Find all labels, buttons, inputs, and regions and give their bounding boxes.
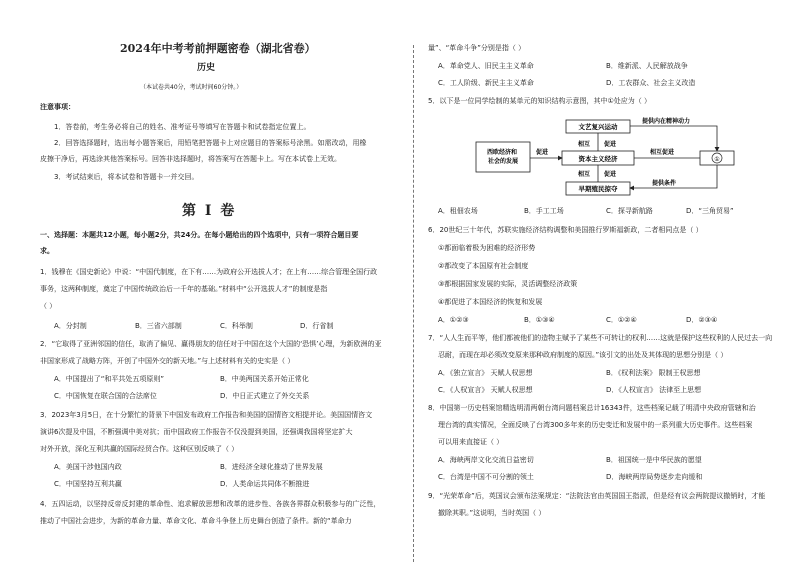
q2-stem: 非国家形成了战略方阵，开创了中国外交的新天地。”与上述材料有关的史实是（ ） — [40, 357, 295, 365]
q2-option-a[interactable]: A．中国提出了“和平共处五项原则” — [54, 375, 165, 383]
q6-item: ②都改变了本国原有社会制度 — [438, 262, 529, 270]
q3-option-d[interactable]: D．人类命运共同体不断推进 — [220, 480, 310, 488]
label-xiangzhi: 相互 — [578, 141, 591, 148]
q6-option-a[interactable]: A．①②③ — [438, 316, 469, 324]
section-intro: 求。 — [40, 247, 54, 255]
label-xiangzhi-2: 相互 — [578, 171, 591, 178]
label-mid: 相互促进 — [650, 149, 675, 156]
box-west-europe-line2: 社会的发展 — [487, 158, 519, 165]
label-cujin: 促进 — [604, 141, 617, 148]
q8-stem: 可以用来直接证（ ） — [438, 438, 504, 446]
box-west-europe — [476, 142, 530, 172]
arrow-top — [630, 126, 717, 151]
q3-option-b[interactable]: B．进经济全球化推动了世界发展 — [220, 463, 323, 471]
right-column — [416, 0, 794, 562]
q6-item: ④都促进了本国经济的恢复和发展 — [438, 298, 543, 306]
knowledge-structure-diagram — [474, 116, 774, 200]
q4-stem-cont: 量”、“革命斗争”分别是指（ ） — [428, 44, 526, 52]
q5-option-b[interactable]: B．手工工场 — [524, 207, 564, 215]
q5-stem: 5．以下是一位同学绘制的某单元的知识结构示意图，其中①处应为（ ） — [428, 97, 651, 105]
label-top-arrow: 提供内在精神动力 — [642, 118, 691, 125]
q5-option-a[interactable]: A．租佃农场 — [438, 207, 478, 215]
q1-stem: （ ） — [40, 302, 57, 310]
q1-stem: 1．钱穆在《国史新论》中说：“中国代制度，在下有……为政府公开选拔人才；在上有……综合管理全国行政 — [40, 268, 378, 276]
box-renaissance-text: 文艺复兴运动 — [578, 123, 618, 131]
q3-option-c[interactable]: C．中国坚持互利共赢 — [54, 480, 122, 488]
q6-option-d[interactable]: D．②③④ — [686, 316, 718, 324]
q8-option-a[interactable]: A．海峡两岸文化交流日益密切 — [438, 456, 534, 464]
q4-option-d[interactable]: D．工农群众、社会主义改造 — [606, 79, 696, 87]
q4-option-b[interactable]: B．维新派、人民解放战争 — [606, 62, 688, 70]
notice-line: 3．考试结束后，将本试卷和答题卡一并交回。 — [54, 173, 199, 181]
q5-option-c[interactable]: C．探寻新航路 — [606, 207, 653, 215]
notice-heading: 注意事项： — [40, 103, 75, 111]
q4-option-c[interactable]: C．工人阶级、新民主主义革命 — [438, 79, 534, 87]
box-capitalism-text: 资本主义经济 — [578, 155, 618, 163]
q6-option-b[interactable]: B．①③④ — [524, 316, 555, 324]
q9-stem: 撤除其职。”这说明，当时英国（ ） — [438, 509, 546, 517]
exam-title: 2024年中考考前押题密卷（湖北省卷） — [120, 42, 316, 55]
notice-line: 皮擦干净后，再选涂其他答案标号。回答非选择题时，将答案写在答题卡上。写在本试卷上无效。 — [40, 155, 341, 163]
q1-option-d[interactable]: D．行省制 — [300, 322, 334, 330]
label-bottom-arrow: 提供条件 — [652, 180, 677, 187]
q6-stem: 6．20世纪三十年代，苏联实施经济结构调整和美国推行罗斯福新政，二者相同点是（ ） — [428, 226, 703, 234]
label-left-arrow: 促进 — [536, 149, 549, 156]
circle-one-text: ① — [714, 156, 720, 163]
q4-stem: 推动了中国社会进步，为新的革命力量、革命文化、革命斗争登上历史舞台创造了条件。新的“革命力 — [40, 517, 352, 525]
section-intro: 一、选择题：本题共12小题，每小题2分，共24分。在每小题给出的四个选项中，只有一项符合题目要 — [40, 231, 359, 239]
exam-info: （本试卷共40分，考试时间60分钟。） — [140, 84, 243, 91]
q7-stem: 忍耐，而现在却必须改变原来那种政府制度的原因。”该引文的出处及其体现的思想分别是（ ） — [438, 351, 728, 359]
q1-option-c[interactable]: C．科举制 — [220, 322, 253, 330]
q3-stem: 演讲6次提及中国，不断强调中美对抗；而中国政府工作报告不仅没提到美国，还强调我国将坚定扩大 — [40, 428, 353, 436]
q3-stem: 对外开放，深化互利共赢的国际经贸合作。这种区别反映了（ ） — [40, 445, 239, 453]
notice-line: 2．回答选择题时，选出每小题答案后，用铅笔把答题卡上对应题目的答案标号涂黑。如需改动，用橡 — [54, 139, 367, 147]
label-cujin-2: 促进 — [604, 171, 617, 178]
q7-option-b[interactable]: B．《权利法案》 限制王权思想 — [606, 369, 701, 377]
subject-title: 历史 — [197, 63, 216, 73]
notice-line: 1．答卷前，考生务必将自己的姓名、准考证号等填写在答题卡和试卷指定位置上。 — [54, 123, 311, 131]
q9-stem: 9．“光荣革命”后，英国议会颁布法案规定：“法院法官由英国国王指派，但是经有议会两院提议撤销时，才能 — [428, 492, 766, 500]
q1-option-a[interactable]: A．分封制 — [54, 322, 87, 330]
q8-stem: 理台湾的真实情况，全面反映了台湾300多年来的历史变迁和发展中的一系列重大历史事件。这些档案 — [438, 421, 753, 429]
q7-stem: 7．“人人生而平等，他们都被他们的造物主赋予了某些不可转让的权利……这就是保护这些权利的人民过去一向 — [428, 334, 773, 342]
q6-item: ③都根据国家发展的实际，灵活调整经济政策 — [438, 280, 578, 288]
q7-option-d[interactable]: D．《人权宣言》 法律至上思想 — [606, 386, 702, 394]
q7-option-a[interactable]: A．《独立宣言》 天赋人权思想 — [438, 369, 533, 377]
q5-option-d[interactable]: D．“三角贸易” — [686, 207, 734, 215]
q3-option-a[interactable]: A．美国干涉他国内政 — [54, 463, 122, 471]
q4-stem: 4．五四运动，以坚持反帝反封建的革命性、追求解放思想和改革的进步性、各族各界群众积极参与的广泛性， — [40, 500, 381, 508]
q4-option-a[interactable]: A．革命党人、旧民主主义革命 — [438, 62, 534, 70]
q8-option-c[interactable]: C．台湾是中国不可分割的领土 — [438, 473, 534, 481]
q7-option-c[interactable]: C．《人权宣言》 天赋人权思想 — [438, 386, 533, 394]
box-colonial-text: 早期殖民掠夺 — [578, 185, 618, 193]
q2-option-d[interactable]: D．中日正式建立了外交关系 — [220, 392, 310, 400]
q6-option-c[interactable]: C．①②④ — [606, 316, 637, 324]
q1-option-b[interactable]: B．三省六部制 — [135, 322, 182, 330]
section-title: 第 I 卷 — [182, 203, 237, 219]
q2-option-c[interactable]: C．中国恢复在联合国的合法席位 — [54, 392, 157, 400]
q8-option-d[interactable]: D．海峡两岸局势逐步走向缓和 — [606, 473, 703, 481]
q2-stem: 2．“它取得了亚洲邻国的信任，取消了偏见、赢得朋友的信任对于中国在这个大国的‘恐惧’心理，为新欧洲的亚 — [40, 340, 382, 348]
q6-item: ①都面临着极为困难的经济形势 — [438, 244, 536, 252]
q1-stem: 事务，这两种制度，奠定了中国传统政治后一千年的基础。”材料中“公开选拔人才”的制度是指 — [40, 285, 328, 293]
q2-option-b[interactable]: B．中美两国关系开始正常化 — [220, 375, 309, 383]
column-divider — [413, 45, 414, 562]
box-west-europe-line1: 西欧经济和 — [486, 149, 517, 156]
q8-stem: 8．中国第一历史档案馆精选明清两朝台湾问题档案总计16343件，这些档案记载了明清中央政府管辖和治 — [428, 404, 756, 412]
q3-stem: 3．2023年3月5日，在十分繁忙的背景下中国发布政府工作报告和美国的国情咨文相提并论。美国国情咨文 — [40, 411, 373, 419]
q8-option-b[interactable]: B．祖国统一是中华民族的愿望 — [606, 456, 702, 464]
